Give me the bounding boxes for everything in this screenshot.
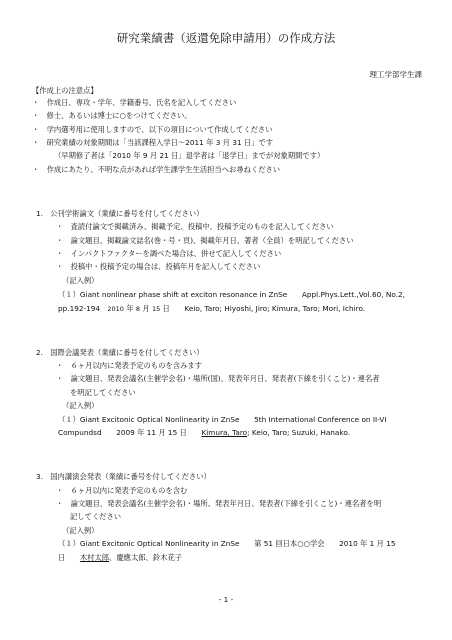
- section-1-example-label: （記入例）: [62, 276, 99, 285]
- section-3-item: ・ ６ヶ月以内に発表予定のものを含む: [56, 486, 188, 495]
- section-1-item: ・ インパクトファクターを調べた場合は、併せて記入してください: [56, 249, 282, 258]
- section-2-example-line: （１）Giant Excitonic Optical Nonlinearity in ZnSe 5th International Conference on II-VI: [58, 415, 387, 424]
- note-item: ・ 作成にあたり、不明な点があれば学生課学生生活担当へお尋ねください: [32, 165, 281, 174]
- section-3-item-continued: 記してください: [70, 512, 122, 521]
- section-1-item: ・ 査読付論文で掲載済み、掲載予定、投稿中、投稿予定のものを記入してください: [56, 222, 334, 231]
- section-2-heading: 2. 国際会議発表（業績に番号を付してください）: [36, 348, 204, 357]
- note-item: ・ 修士、あるいは博士に○をつけてください。: [32, 111, 192, 120]
- section-2-item: ・ 論文題目、発表会議名(主催学会名)・場所(国)、発表年月日、発表者(下線を引くこと)・連名者: [56, 374, 380, 383]
- note-sub: （早期修了者は「2010 年 9 月 21 日」退学者は「退学日」までが対象期間です）: [54, 151, 325, 160]
- page-title: 研究業績書（返還免除申請用）の作成方法: [116, 31, 336, 45]
- section-3-example-label: （記入例）: [62, 526, 99, 535]
- notes-heading: 【作成上の注意点】: [32, 86, 98, 95]
- section-1-item: ・ 投稿中・投稿予定の場合は、投稿年月を記入してください: [56, 262, 261, 271]
- section-2-item-continued: を明記してください: [70, 388, 136, 397]
- section-1-item: ・ 論文題目、掲載論文誌名(巻・号・頁)、掲載年月日、著者（全員）を明記してください: [56, 236, 354, 245]
- note-item: ・ 研究業績の対象期間は「当該課程入学日～2011 年 3 月 31 日」です: [32, 138, 274, 147]
- section-1-heading: 1. 公刊学術論文（業績に番号を付してください）: [36, 209, 204, 218]
- section-2-example-line: Compundsd 2009 年 11 月 15 日 Kimura, Taro; Keio, Taro; Suzuki, Hanako.: [58, 428, 351, 437]
- section-1-example-line: （１）Giant nonlinear phase shift at exciton resonance in ZnSe Appl.Phys.Lett.,Vol.60, No.2,: [58, 290, 405, 299]
- page-number: - 1 -: [218, 595, 234, 604]
- department-label: 理工学部学生課: [369, 70, 422, 79]
- section-3-example-line: （１）Giant Excitonic Optical Nonlinearity in ZnSe 第 51 回日本○○学会 2010 年 1 月 15: [58, 539, 396, 548]
- section-3-item: ・ 論文題目、発表会議名(主催学会名)・場所、発表年月日、発表者(下線を引くこと)・連名者を明: [56, 499, 382, 508]
- section-2-example-label: （記入例）: [62, 401, 99, 410]
- note-item: ・ 学内選考用に使用しますので、以下の項目について作成してください: [32, 125, 273, 134]
- note-item: ・ 作成日、専攻・学年、学籍番号、氏名を記入してください: [32, 98, 237, 107]
- section-3-example-line: 日 木村太郎、慶應太郎、鈴木花子: [58, 553, 183, 562]
- section-1-example-line: pp.192-194 2010 年 8 月 15 日 Keio, Taro; Hiyoshi, Jiro; Kimura, Taro; Mori, Ichiro.: [58, 304, 366, 313]
- section-2-item: ・ ６ヶ月以内に発表予定のものを含みます: [56, 361, 202, 370]
- section-3-heading: 3. 国内講演会発表（業績に番号を付してください）: [36, 472, 211, 481]
